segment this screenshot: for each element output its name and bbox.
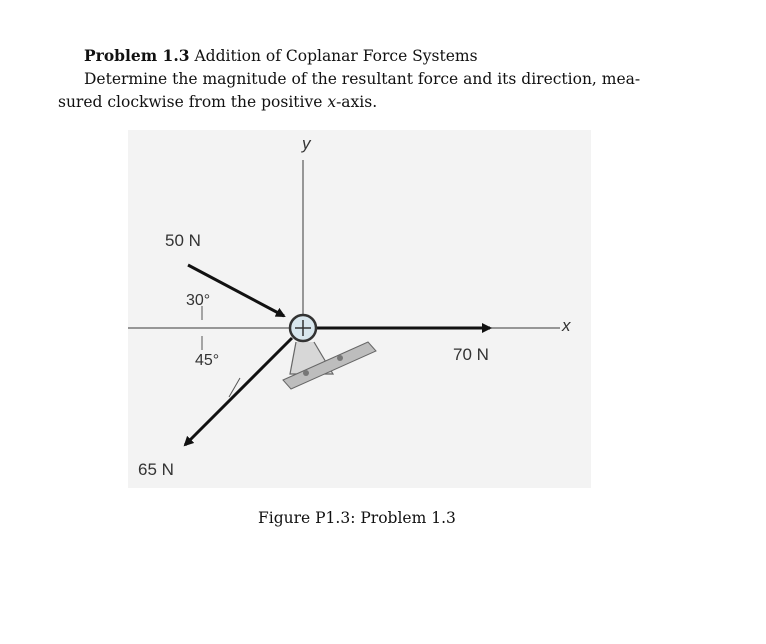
problem-statement-line2 — [58, 91, 718, 114]
angle-30-label: 30° — [186, 292, 211, 309]
problem-title-line — [58, 44, 718, 68]
force-50n-label: 50 N — [165, 231, 201, 250]
statement-variable: x — [327, 93, 337, 111]
force-65n-label: 65 N — [138, 460, 174, 479]
axis-x-label: x — [562, 316, 571, 335]
angle-45-label: 45° — [195, 352, 220, 369]
figure-caption: Figure P1.3: Problem 1.3 — [258, 509, 456, 527]
force-70n-label: 70 N — [453, 345, 489, 364]
bolt-left — [303, 370, 309, 376]
statement-text-end: -axis. — [336, 93, 378, 111]
problem-statement-line1: Determine the magnitude of the resultant force and its direction, mea- — [84, 70, 641, 88]
bolt-right — [337, 355, 343, 361]
force-diagram — [128, 130, 591, 488]
axis-y-label: y — [302, 134, 311, 153]
statement-text: sured clockwise from the positive — [58, 93, 328, 111]
problem-text — [58, 44, 718, 114]
problem-heading: Problem 1.3 — [84, 46, 190, 65]
problem-title: Addition of Coplanar Force Systems — [194, 47, 478, 65]
